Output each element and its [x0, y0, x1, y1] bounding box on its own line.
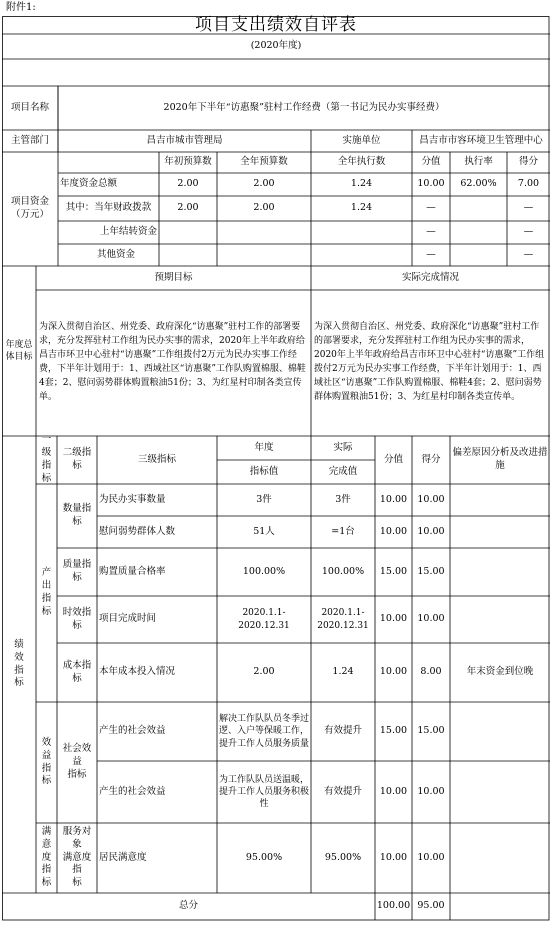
indicator-name: 购置质量合格率: [99, 565, 166, 577]
quantity-indicator-label: 数量指标: [62, 503, 92, 527]
actual-header-bottom: 完成值: [328, 465, 358, 477]
fiscal-year: (2020年度): [250, 40, 302, 52]
indicator-name: 居民满意度: [99, 851, 147, 863]
target-header-top: 年度: [254, 441, 274, 453]
output-indicator-label: 产出 指标: [41, 567, 52, 617]
funds-cell: 2.00: [253, 178, 275, 190]
social-benefit-indicator-label: 社会效益 指标: [62, 743, 92, 780]
indicator-target: 3件: [256, 493, 272, 505]
funds-row-name: 年度资金总额: [60, 178, 118, 190]
impl-unit-label: 实施单位: [342, 134, 381, 146]
got-header: 得分: [421, 453, 441, 465]
indicator-reason: [450, 516, 550, 548]
total-label: 总分: [178, 900, 198, 912]
reason-header: 偏差原因分析及改进措施: [452, 447, 548, 471]
indicator-got: 8.00: [420, 666, 442, 678]
indicator-score: 10.00: [379, 525, 408, 537]
funds-cell: —: [426, 226, 436, 238]
indicator-actual: 有效提升: [323, 725, 362, 737]
indicator-score: 10.00: [379, 666, 408, 678]
indicator-reason: [450, 548, 550, 596]
expected-goal-text: 为深入贯彻自治区、州党委、政府深化“访惠聚”驻村工作的部署要求，充分发挥驻村工作组为民办实事的需求，2020年上半年政府给昌吉市环卫中心驻村“访惠聚”工作组拨付2万元为民办实事工作经费，下半年计划用于：1、西域社区“访惠聚”工作队购置棉服、棉鞋4套；2、慰问弱势群体购置粮油51份；3、为红星村印制各类宣传单。: [39, 322, 306, 402]
level3-header: 三级指标: [137, 453, 176, 465]
funds-row-name: 上年结转资金: [99, 226, 157, 238]
service-satisfaction-indicator-label: 服务对象 满意度指 标: [62, 825, 92, 889]
indicator-target: 为工作队队员送温暖，提升工作人员服务积极性: [219, 774, 310, 810]
indicator-got: 15.00: [417, 725, 445, 737]
level1-header: 一级 指标: [41, 434, 52, 484]
funds-label: 项目资金 （万元）: [10, 196, 49, 220]
actual-header-top: 实际: [333, 441, 353, 453]
indicator-name: 为民办实事数量: [99, 493, 166, 505]
indicator-name: 项目完成时间: [99, 613, 157, 625]
indicator-actual: 1.24: [332, 666, 354, 678]
attachment-label: 附件1:: [6, 2, 36, 14]
indicator-reason: [450, 596, 550, 643]
funds-cell: —: [523, 202, 534, 214]
indicator-reason: [450, 702, 550, 761]
indicator-reason: [450, 761, 550, 823]
funds-cell: 2.00: [177, 178, 199, 190]
benefit-indicator-label: 效益 指标: [41, 736, 52, 787]
indicator-name: 慰问弱势群体人数: [99, 525, 176, 537]
quality-indicator-label: 质量指标: [62, 559, 92, 583]
funds-cell: [450, 196, 507, 221]
funds-header: 全年预算数: [240, 156, 288, 168]
indicator-target: 解决工作队队员冬季过逻、入户等保暖工作，提升工作人员服务质量: [219, 714, 310, 749]
actual-result-text: 为深入贯彻自治区、州党委、政府深化“访惠聚”驻村工作的部署要求，充分发挥驻村工作组为民办实事的需求，2020年上半年政府给昌吉市环卫中心驻村“访惠聚”工作组拨付2万元为民办实事工作经费，下半年计划用于：1、西域社区“访惠聚”工作队购置棉服、棉鞋4套；2、慰问弱势群体购置粮油51份；3、为红星村印制各类宣传单。: [314, 322, 545, 402]
funds-header: 年初预算数: [164, 156, 212, 168]
indicator-got: 10.00: [417, 613, 445, 625]
indicator-reason: 年末资金到位晚: [466, 666, 534, 678]
indicator-got: 10.00: [417, 785, 445, 797]
expected-goal-header: 预期目标: [154, 271, 193, 283]
indicator-name: 产生的社会效益: [99, 785, 166, 797]
indicator-got: 10.00: [417, 851, 445, 863]
annual-goal-label: 年度总 体目标: [5, 339, 33, 362]
indicator-target: 100.00%: [242, 565, 286, 577]
timeliness-indicator-label: 时效指标: [62, 606, 92, 631]
indicator-name: 产生的社会效益: [99, 725, 166, 737]
funds-header: 执行率: [464, 156, 493, 168]
target-header-bottom: 指标值: [249, 465, 279, 477]
indicator-target: 2.00: [253, 666, 275, 678]
funds-row-name: 其中：当年财政拨款: [65, 202, 152, 214]
total-score: 100.00: [376, 900, 411, 912]
funds-cell: 2.00: [177, 202, 199, 214]
indicator-score: 10.00: [379, 613, 408, 625]
funds-cell: —: [523, 248, 534, 260]
project-name-label: 项目名称: [10, 101, 49, 113]
funds-cell: 7.00: [517, 178, 540, 190]
indicator-actual: 2020.1.1- 2020.12.31: [317, 608, 369, 631]
indicator-target: 2020.1.1-2020.12.31: [238, 608, 290, 631]
project-name-value: 2020年下半年“访惠聚”驻村工作经费（第一书记为民办实事经费）: [163, 101, 445, 113]
indicator-reason: [450, 484, 550, 516]
indicator-actual: 3件: [335, 493, 351, 505]
page-title: 项目支出绩效自评表: [195, 14, 357, 35]
indicator-name: 本年成本投入情况: [99, 666, 176, 678]
total-got: 95.00: [417, 900, 445, 912]
funds-cell: 1.24: [350, 202, 373, 214]
funds-header: 全年执行数: [337, 156, 386, 168]
indicator-score: 10.00: [379, 851, 408, 863]
dept-value: 昌吉市城市管理局: [146, 134, 223, 146]
performance-indicators-label: 绩 效 指 标: [14, 638, 24, 689]
indicator-reason: [450, 823, 550, 893]
indicator-score: 10.00: [379, 785, 408, 797]
funds-header: 分值: [421, 156, 441, 168]
indicator-actual: 95.00%: [324, 851, 362, 863]
indicator-target: 51人: [253, 525, 275, 537]
funds-cell: —: [426, 248, 436, 260]
impl-unit-value: 昌吉市市容环境卫生管理中心: [419, 134, 543, 146]
indicator-target: 95.00%: [245, 851, 283, 863]
funds-cell: 2.00: [253, 202, 275, 214]
indicator-actual: 有效提升: [323, 785, 362, 797]
funds-cell: 1.24: [350, 178, 373, 190]
indicator-actual: 100.00%: [321, 565, 365, 577]
indicator-actual: =1台: [331, 525, 355, 537]
dept-label: 主管部门: [10, 134, 49, 146]
actual-result-header: 实际完成情况: [401, 271, 459, 283]
funds-cell: 62.00%: [460, 178, 497, 190]
level2-header: 二级指标: [62, 447, 92, 471]
funds-cell: —: [523, 226, 534, 238]
score-header: 分值: [383, 453, 403, 465]
indicator-score: 10.00: [379, 493, 408, 505]
funds-cell: —: [426, 202, 436, 214]
funds-cell: 10.00: [417, 178, 445, 190]
funds-row-name: 其他资金: [96, 248, 135, 260]
satisfaction-indicator-label: 满意 度指 标: [41, 825, 52, 889]
indicator-score: 15.00: [379, 725, 408, 737]
indicator-got: 10.00: [417, 493, 445, 505]
indicator-got: 15.00: [417, 565, 445, 577]
cost-indicator-label: 成本指标: [62, 659, 92, 684]
self-evaluation-table: [2, 0, 550, 921]
indicator-score: 15.00: [379, 565, 408, 577]
funds-header: 得分: [518, 156, 538, 168]
indicator-got: 10.00: [417, 525, 445, 537]
